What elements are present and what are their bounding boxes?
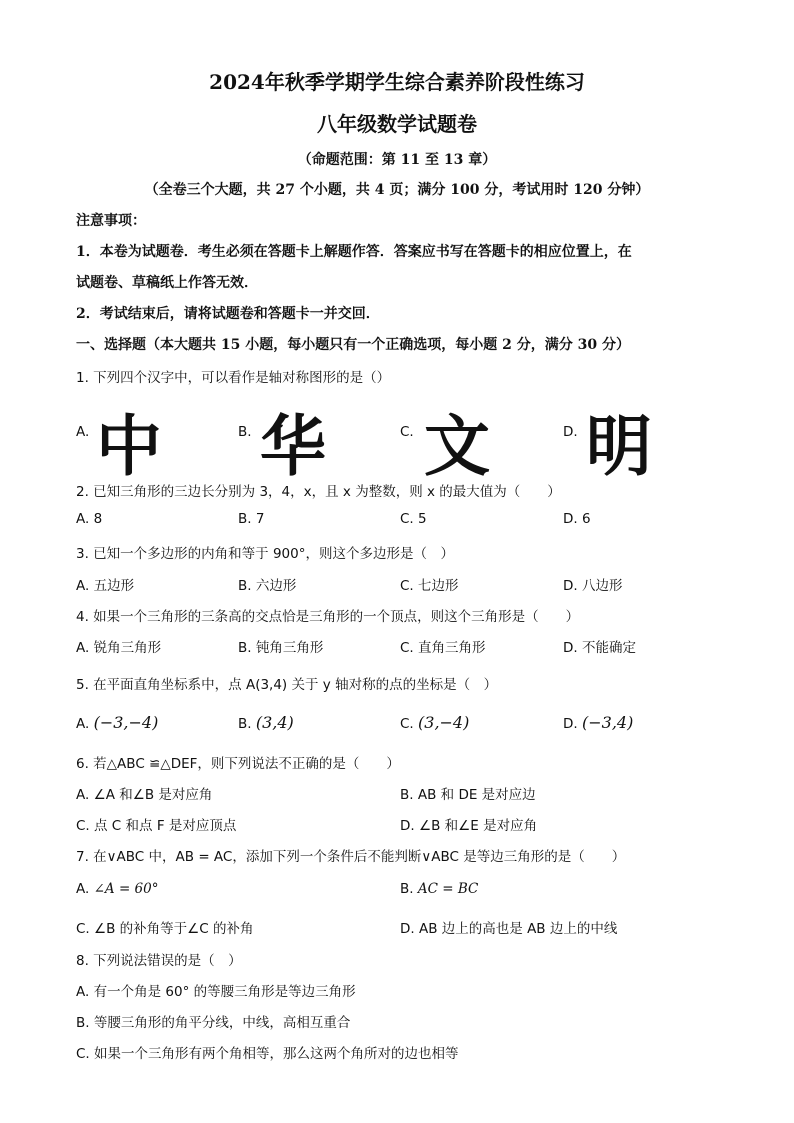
exam-info: （全卷三个大题，共 27 个小题，共 4 页；满分 100 分，考试用时 120 分钟） [144,182,650,198]
option-text: 五边形 [93,578,135,594]
q6-option-c [76,814,236,834]
q1-option-a-label: A. [76,424,90,440]
note-1-line-2: 试题卷、草稿纸上作答无效． [76,275,258,291]
exam-title: 2024年秋季学期学生综合素养阶段性练习 [209,70,585,94]
option-text: AC = BC [417,881,479,897]
option-text: 5 [418,511,427,527]
q3-option-a [76,574,134,594]
option-text: AB 和 DE 是对应边 [417,787,536,803]
q5-option-a [76,713,158,732]
q2-option-b [238,511,264,527]
option-text: ∠A = 60° [93,881,159,897]
question-5-stem: 5. 在平面直角坐标系中，点 A(3,4) 关于 y 轴对称的点的坐标是（ ） [76,677,498,693]
note-2: 2．考试结束后，请将试题卷和答题卡一并交回． [76,306,380,322]
q7-option-d [400,917,617,937]
option-text: ∠B 的补角等于∠C 的补角 [94,921,254,937]
option-text: (−3,4) [581,713,634,732]
option-label: B. [238,640,252,656]
section-1-heading: 一、选择题（本大题共 15 小题，每小题只有一个正确选项，每小题 2 分，满分 30 分） [76,337,630,353]
q2-option-a [76,511,102,527]
q2-option-c [400,511,427,527]
option-text: 6 [581,511,591,527]
option-text: 等腰三角形的角平分线，中线，高相互重合 [93,1015,351,1031]
q5-option-b [238,713,294,732]
option-label: C. [400,578,414,594]
option-label: A. [76,716,90,732]
option-label: B. [238,511,252,527]
q1-option-d-char: 明 [586,408,652,485]
option-label: A. [76,881,90,897]
q1-option-d-label: D. [563,424,578,440]
question-6-stem: 6. 若△ABC ≌△DEF，则下列说法不正确的是（ ） [76,756,400,772]
question-7-stem: 7. 在∨ABC 中，AB = AC，添加下列一个条件后不能判断∨ABC 是等边三角形的是（ ） [76,849,626,865]
option-text: (3,−4) [418,713,470,732]
option-label: A. [76,984,90,1000]
exam-scope: （命题范围：第 11 至 13 章） [297,152,497,168]
q6-option-b [400,783,536,803]
option-label: C. [400,511,414,527]
q3-option-c [400,574,459,594]
q8-option-b [76,1011,350,1031]
q1-option-c-label: C. [400,424,414,440]
q3-option-d [563,574,622,594]
q8-option-a [76,980,356,1000]
q2-option-d [563,511,591,527]
question-3-stem: 3. 已知一个多边形的内角和等于 900°，则这个多边形是（ ） [76,546,454,562]
option-label: D. [563,640,578,656]
question-1-stem: 1. 下列四个汉字中，可以看作是轴对称图形的是（） [76,370,391,386]
option-text: 钝角三角形 [255,640,324,656]
question-4-stem: 4. 如果一个三角形的三条高的交点恰是三角形的一个顶点，则这个三角形是（ ） [76,609,580,625]
option-label: B. [400,881,414,897]
option-text: 直角三角形 [418,640,486,656]
exam-subtitle: 八年级数学试题卷 [317,112,477,136]
option-text: 7 [255,511,265,527]
option-label: D. [400,921,415,937]
option-text: 点 C 和点 F 是对应顶点 [94,818,237,834]
option-text: (−3,−4) [93,713,159,732]
option-text: 8 [93,511,103,527]
q4-option-d [563,636,636,656]
option-text: 锐角三角形 [93,640,162,656]
option-label: C. [76,818,90,834]
q7-option-a [76,881,158,897]
q5-option-d [563,713,633,732]
option-text: ∠B 和∠E 是对应角 [418,818,538,834]
option-label: D. [563,578,578,594]
q4-option-a [76,636,161,656]
q1-option-b-char: 华 [260,408,326,485]
option-text: AB 边上的高也是 AB 边上的中线 [418,921,618,937]
option-label: A. [76,787,90,803]
question-2-stem: 2. 已知三角形的三边长分别为 3，4，x，且 x 为整数，则 x 的最大值为（ ） [76,484,561,500]
option-text: 七边形 [418,578,459,594]
q1-option-a-char: 中 [96,408,162,485]
option-text: 不能确定 [581,640,636,656]
q1-option-c-char: 文 [424,408,490,485]
option-label: B. [238,716,252,732]
q7-option-b [400,881,478,897]
option-label: B. [76,1015,90,1031]
q7-option-c [76,917,254,937]
option-label: C. [400,640,414,656]
option-label: C. [400,716,414,732]
q4-option-c [400,636,486,656]
q1-option-b-label: B. [238,424,252,440]
option-label: B. [400,787,414,803]
option-label: A. [76,640,90,656]
option-text: ∠A 和∠B 是对应角 [93,787,213,803]
option-label: D. [400,818,415,834]
option-label: C. [76,921,90,937]
q5-option-c [400,713,469,732]
q6-option-a [76,783,212,803]
option-text: 有一个角是 60° 的等腰三角形是等边三角形 [93,984,356,1000]
notes-heading: 注意事项： [76,213,146,229]
option-text: 八边形 [581,578,623,594]
option-text: 如果一个三角形有两个角相等，那么这两个角所对的边也相等 [94,1046,459,1062]
q4-option-b [238,636,323,656]
q8-option-c [76,1042,459,1062]
option-label: A. [76,578,90,594]
option-label: C. [76,1046,90,1062]
q3-option-b [238,574,296,594]
option-text: 六边形 [255,578,297,594]
note-1-line-1: 1．本卷为试题卷．考生必须在答题卡上解题作答．答案应书写在答题卡的相应位置上，在 [76,244,632,260]
question-8-stem: 8. 下列说法错误的是（ ） [76,953,242,969]
option-label: D. [563,716,578,732]
option-text: (3,4) [255,713,294,732]
option-label: A. [76,511,90,527]
option-label: B. [238,578,252,594]
option-label: D. [563,511,578,527]
q6-option-d [400,814,537,834]
